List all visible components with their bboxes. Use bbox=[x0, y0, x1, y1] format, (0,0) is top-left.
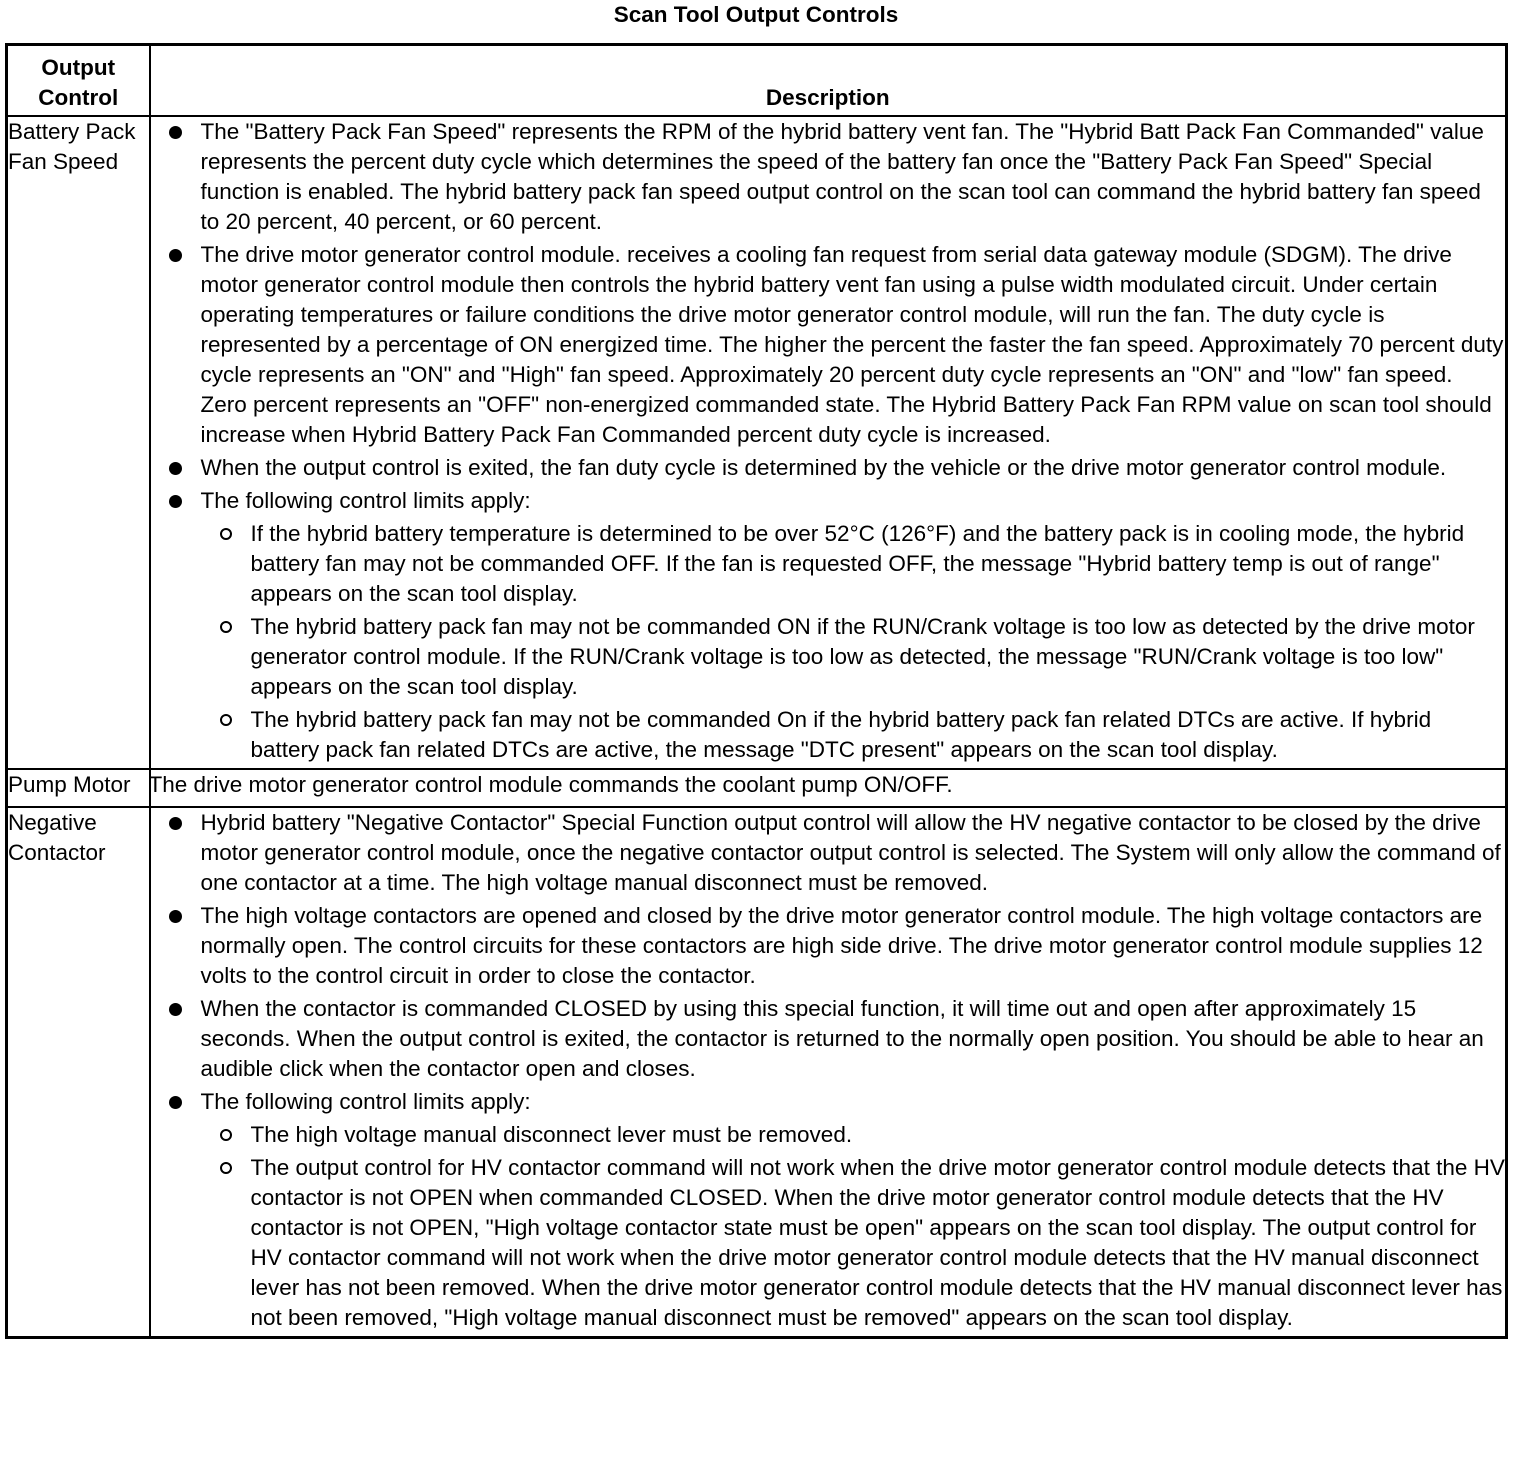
bullet-icon bbox=[169, 1096, 182, 1109]
list-item bbox=[151, 240, 1506, 450]
output-control-cell: Battery Pack Fan Speed bbox=[7, 116, 150, 769]
bullet-icon bbox=[169, 126, 182, 139]
bullet-list bbox=[151, 117, 1506, 765]
bullet-text: The high voltage contactors are opened and closed by the drive motor generator control module. The high voltage contactors are normally open. The control circuits for these contactors are high side drive. The drive motor generator control module supplies 12 volts to the control circuit in order to close the contactor. bbox=[200, 903, 1483, 988]
output-control-cell: Negative Contactor bbox=[7, 807, 150, 1338]
sub-bullet-text: The hybrid battery pack fan may not be commanded ON if the RUN/Crank voltage is too low as detected by the drive motor generator control module. If the RUN/Crank voltage is too low as detected, the message "RUN/Crank voltage is too low" appears on the scan tool display. bbox=[250, 614, 1475, 699]
description-cell bbox=[150, 807, 1507, 1338]
sub-list-item bbox=[201, 1153, 1506, 1333]
bullet-icon bbox=[169, 249, 182, 262]
header-output-control: Output Control bbox=[7, 45, 150, 117]
sub-list-item bbox=[201, 612, 1506, 702]
list-item bbox=[151, 1087, 1506, 1333]
sub-list-item bbox=[201, 1120, 1506, 1150]
bullet-icon bbox=[169, 910, 182, 923]
bullet-text: The following control limits apply: bbox=[200, 488, 531, 513]
bullet-text: The drive motor generator control module. receives a cooling fan request from serial data gateway module (SDGM). The drive motor generator control module then controls the hybrid battery vent fan using a pulse width modulated circuit. Under certain operating temperatures or failure conditions the drive motor generator control module, will run the fan. The duty cycle is represented by a percentage of ON energized time. The higher the percent the faster the fan speed. Approximately 70 percent duty cycle represents an "ON" and "High" fan speed. Approximately 20 percent duty cycle represents an "ON" and "low" fan speed. Zero percent represents an "OFF" non-energized commanded state. The Hybrid Battery Pack Fan RPM value on scan tool should increase when Hybrid Battery Pack Fan Commanded percent duty cycle is increased. bbox=[200, 242, 1504, 447]
list-item bbox=[151, 901, 1506, 991]
table-row bbox=[7, 807, 1507, 1338]
sub-bullet-list bbox=[201, 519, 1506, 765]
sub-bullet-icon bbox=[220, 621, 232, 633]
sub-bullet-icon bbox=[220, 1129, 232, 1141]
sub-list-item bbox=[201, 705, 1506, 765]
sub-bullet-icon bbox=[220, 528, 232, 540]
bullet-text: When the contactor is commanded CLOSED by using this special function, it will time out and open after approximately 15 seconds. When the output control is exited, the contactor is returned to the normally open position. You should be able to hear an audible click when the contactor open and closes. bbox=[200, 996, 1484, 1081]
table-row bbox=[7, 116, 1507, 769]
bullet-icon bbox=[169, 817, 182, 830]
output-controls-table bbox=[5, 43, 1508, 1339]
output-control-cell: Pump Motor bbox=[7, 769, 150, 807]
bullet-text: When the output control is exited, the fan duty cycle is determined by the vehicle or the drive motor generator control module. bbox=[200, 455, 1447, 480]
header-description: Description bbox=[150, 45, 1507, 117]
table-row bbox=[7, 769, 1507, 807]
description-text: The drive motor generator control module commands the coolant pump ON/OFF. bbox=[148, 772, 953, 797]
sub-list-item bbox=[201, 519, 1506, 609]
sub-bullet-icon bbox=[220, 714, 232, 726]
sub-bullet-text: If the hybrid battery temperature is determined to be over 52°C (126°F) and the battery pack is in cooling mode, the hybrid battery fan may not be commanded OFF. If the fan is requested OFF, the message "Hybrid battery temp is out of range" appears on the scan tool display. bbox=[250, 521, 1465, 606]
sub-bullet-text: The output control for HV contactor command will not work when the drive motor generator control module detects that the HV contactor is not OPEN when commanded CLOSED. When the drive motor generator control module detects that the HV contactor is not OPEN, "High voltage contactor state must be open" appears on the scan tool display. The output control for HV contactor command will not work when the drive motor generator control module detects that the HV manual disconnect lever has not been removed. When the drive motor generator control module detects that the HV manual disconnect lever has not been removed, "High voltage manual disconnect must be removed" appears on the scan tool display. bbox=[250, 1155, 1505, 1330]
list-item bbox=[151, 486, 1506, 765]
table-header-row bbox=[7, 45, 1507, 117]
bullet-icon bbox=[169, 495, 182, 508]
bullet-text: The "Battery Pack Fan Speed" represents the RPM of the hybrid battery vent fan. The "Hybrid Batt Pack Fan Commanded" value represents the percent duty cycle which determines the speed of the battery fan once the "Battery Pack Fan Speed" Special function is enabled. The hybrid battery pack fan speed output control on the scan tool can command the hybrid battery fan speed to 20 percent, 40 percent, or 60 percent. bbox=[200, 119, 1484, 234]
description-cell bbox=[150, 769, 1507, 807]
bullet-text: Hybrid battery "Negative Contactor" Special Function output control will allow the HV negative contactor to be closed by the drive motor generator control module, once the negative contactor output control is selected. The System will only allow the command of one contactor at a time. The high voltage manual disconnect must be removed. bbox=[200, 810, 1501, 895]
bullet-icon bbox=[169, 1003, 182, 1016]
list-item bbox=[151, 117, 1506, 237]
bullet-text: The following control limits apply: bbox=[200, 1089, 531, 1114]
list-item bbox=[151, 453, 1506, 483]
bullet-icon bbox=[169, 462, 182, 475]
sub-bullet-text: The hybrid battery pack fan may not be commanded On if the hybrid battery pack fan related DTCs are active. If hybrid battery pack fan related DTCs are active, the message "DTC present" appears on the scan tool display. bbox=[250, 707, 1432, 762]
list-item bbox=[151, 808, 1506, 898]
description-cell bbox=[150, 116, 1507, 769]
sub-bullet-list bbox=[201, 1120, 1506, 1333]
sub-bullet-icon bbox=[220, 1162, 232, 1174]
page-title: Scan Tool Output Controls bbox=[613, 2, 899, 27]
list-item bbox=[151, 994, 1506, 1084]
bullet-list bbox=[151, 808, 1506, 1333]
sub-bullet-text: The high voltage manual disconnect lever must be removed. bbox=[250, 1122, 853, 1147]
